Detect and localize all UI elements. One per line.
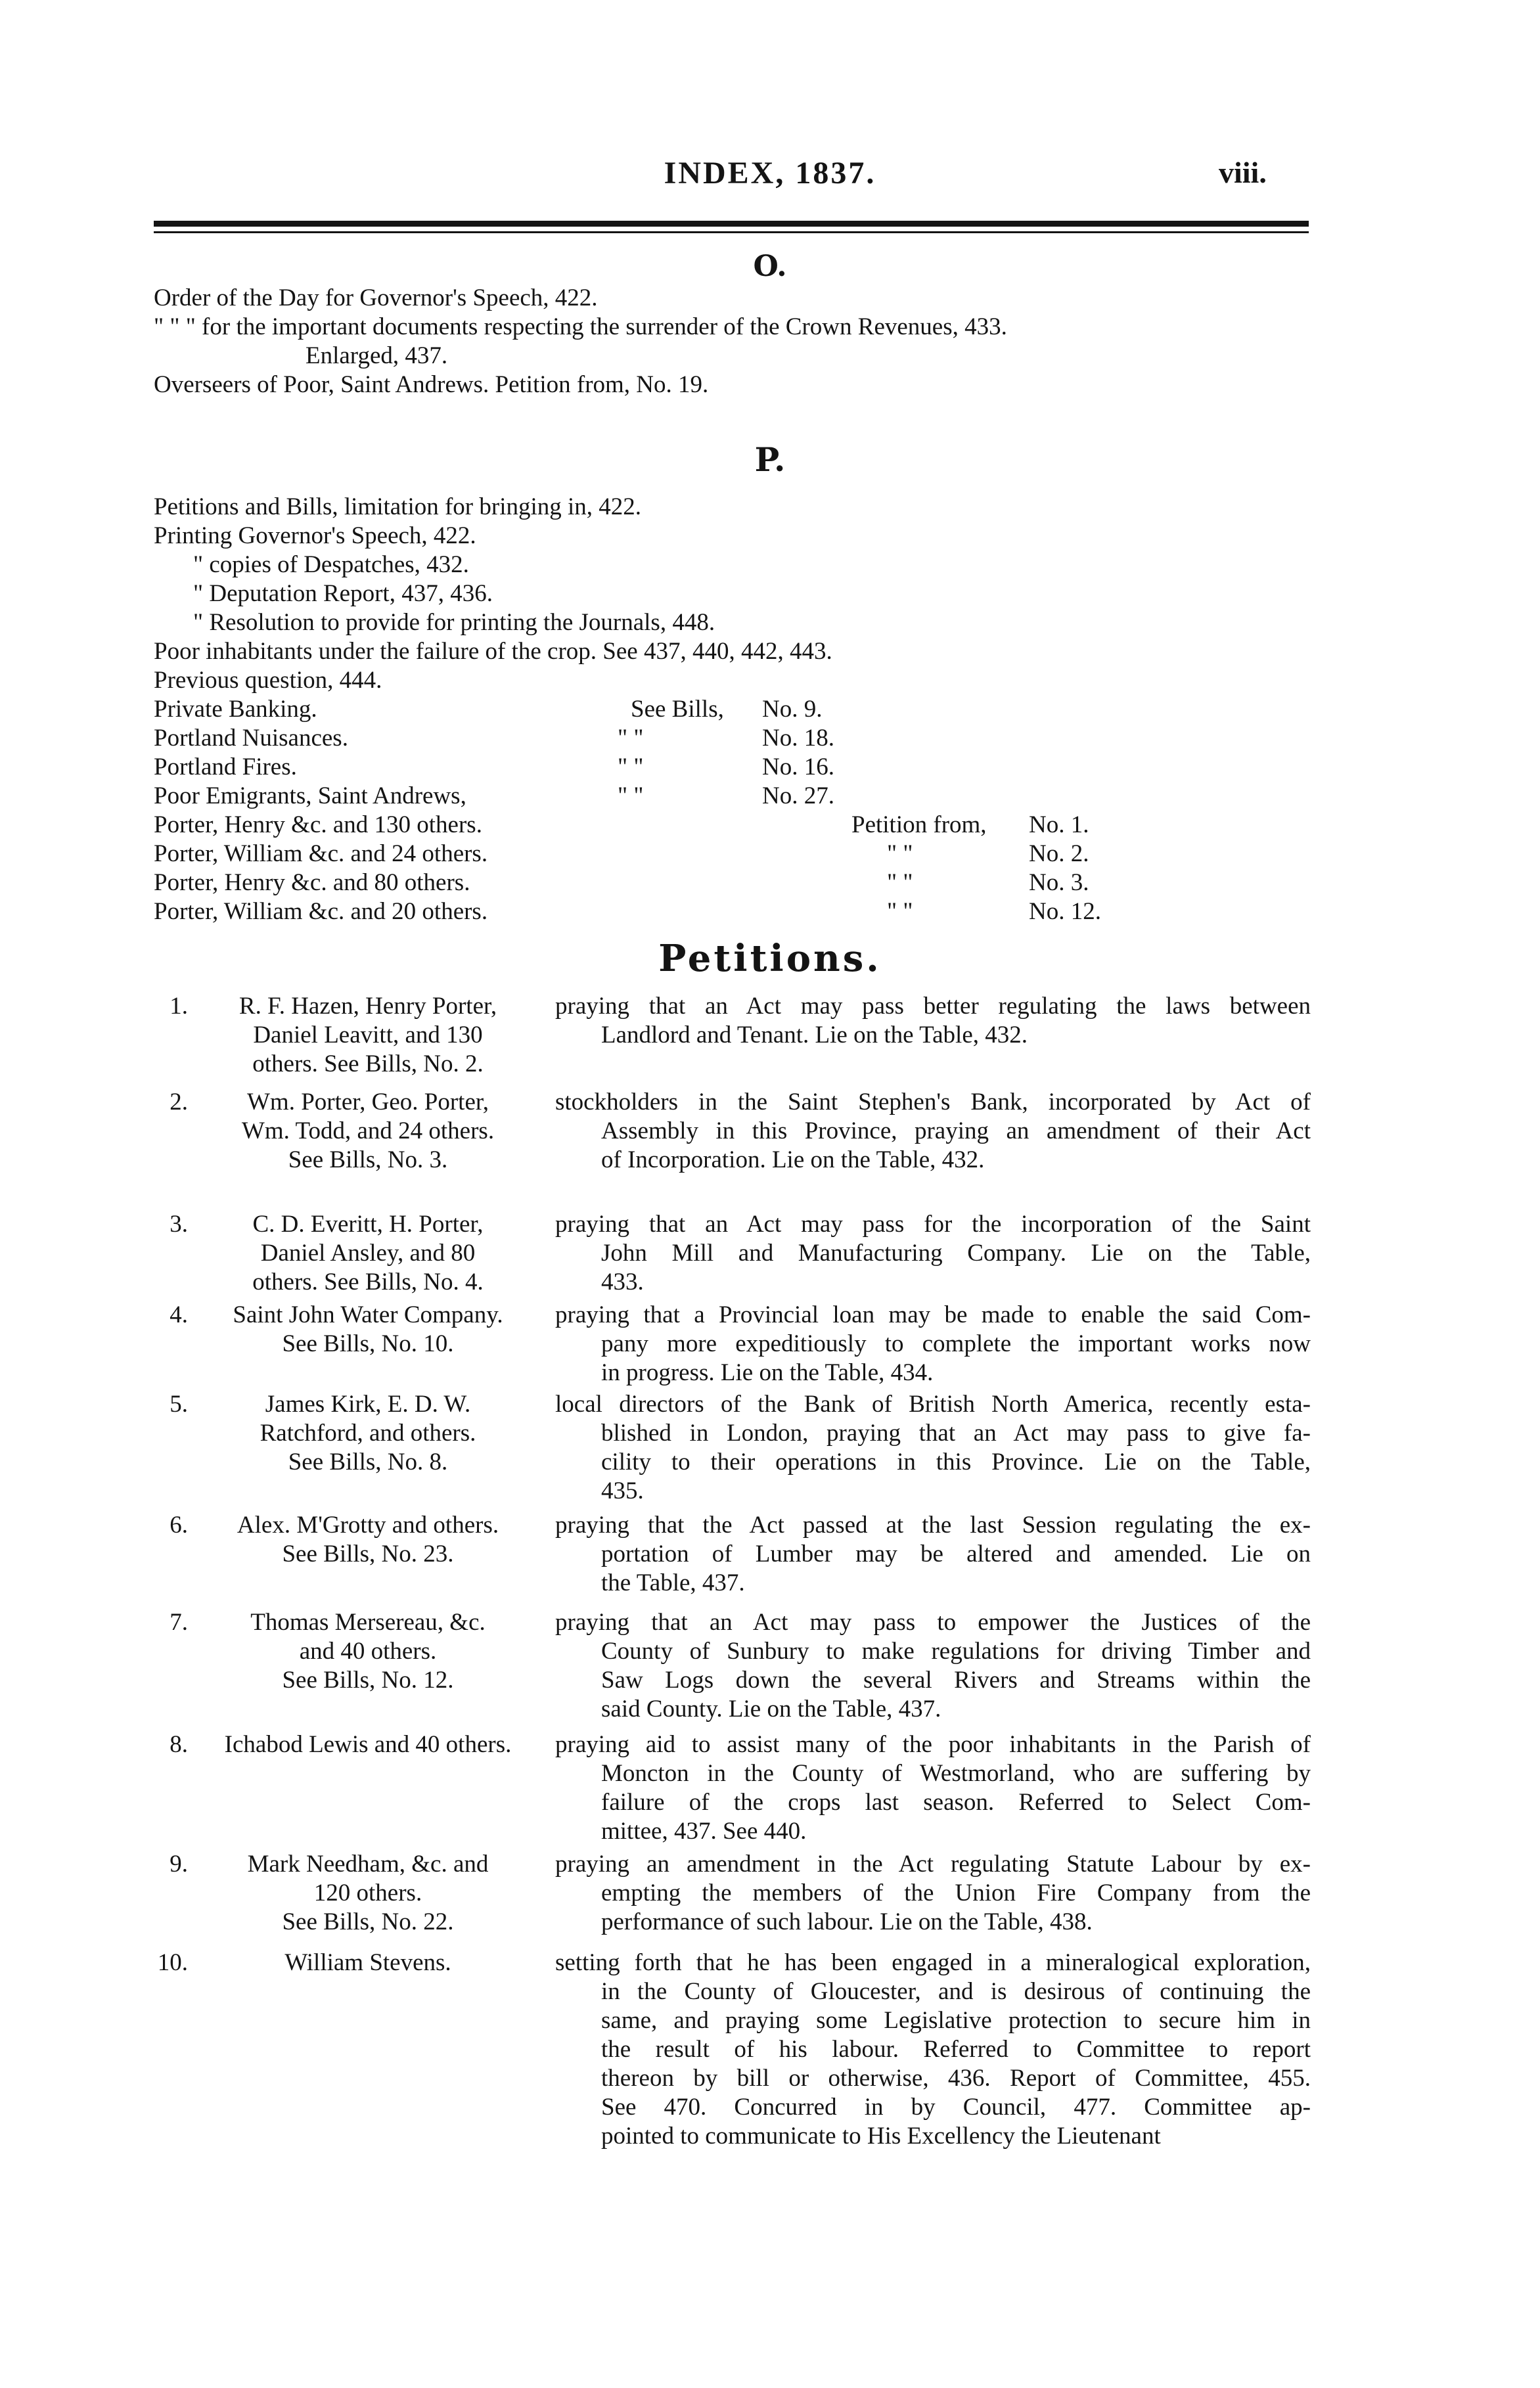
- petition-text-line: praying that an Act may pass for the incorporation of the Saint: [555, 1211, 1311, 1238]
- ref-name: Poor Emigrants, Saint Andrews,: [154, 782, 466, 809]
- petition-text-line: pany more expeditiously to complete the important works now: [601, 1330, 1311, 1357]
- petition-text-line: 435.: [601, 1477, 644, 1504]
- petition-text-line: said County. Lie on the Table, 437.: [601, 1696, 941, 1723]
- petition-description: [555, 1730, 1311, 1846]
- petition-number: 7.: [170, 1609, 188, 1636]
- petitioner-line: See Bills, No. 22.: [282, 1908, 454, 1935]
- petitioner-names: [197, 1608, 539, 1695]
- petition-description: [555, 1210, 1311, 1297]
- petition-text-line: Moncton in the County of Westmorland, who are suffering by: [601, 1760, 1311, 1787]
- petitioner-names: [197, 1850, 539, 1937]
- petitioner-names: [197, 1730, 539, 1759]
- index-entry: Order of the Day for Governor's Speech, 422.: [154, 284, 598, 311]
- petition-number: 2.: [170, 1089, 188, 1115]
- petitioner-line: and 40 others.: [299, 1638, 437, 1665]
- petition-text-line: mittee, 437. See 440.: [601, 1818, 807, 1845]
- petition-number: 8.: [170, 1731, 188, 1758]
- petitioner-line: Thomas Mersereau, &c.: [250, 1609, 486, 1636]
- ref-see: " ": [887, 898, 913, 925]
- petition-text-line: blished in London, praying that an Act may pass to give fa-: [601, 1420, 1311, 1447]
- ref-see: " ": [618, 754, 644, 780]
- petitioner-line: Saint John Water Company.: [233, 1301, 503, 1328]
- index-entry: Petitions and Bills, limitation for bringing in, 422.: [154, 493, 642, 520]
- petition-text-line: praying that an Act may pass better regulating the laws between: [555, 993, 1311, 1020]
- petition-text-line: same, and praying some Legislative protection to secure him in: [601, 2007, 1311, 2034]
- petitioner-names: [197, 1949, 539, 1977]
- petitioner-line: Daniel Leavitt, and 130: [253, 1022, 483, 1048]
- petition-description: [555, 1511, 1311, 1598]
- petition-text-line: the result of his labour. Referred to Committee to report: [601, 2036, 1311, 2063]
- petitioner-line: Mark Needham, &c. and: [247, 1851, 489, 1878]
- index-entry: " copies of Despatches, 432.: [193, 551, 469, 578]
- header-rule-thick: [154, 221, 1309, 227]
- petition-text-line: failure of the crops last season. Referred to Select Com-: [601, 1789, 1311, 1816]
- petition-text-line: the Table, 437.: [601, 1569, 745, 1596]
- petition-description: [555, 1390, 1311, 1506]
- ref-name: Portland Fires.: [154, 754, 297, 780]
- petition-text-line: praying that the Act passed at the last Session regulating the ex-: [555, 1512, 1311, 1539]
- ref-no: No. 18.: [762, 725, 834, 752]
- ref-see: " ": [887, 869, 913, 896]
- ref-see: " ": [618, 725, 644, 752]
- petition-text-line: local directors of the Bank of British North America, recently esta-: [555, 1391, 1311, 1418]
- ref-no: No. 16.: [762, 754, 834, 780]
- page-number: viii.: [1219, 156, 1267, 189]
- petition-text-line: Saw Logs down the several Rivers and Streams within the: [601, 1667, 1311, 1694]
- index-entry: Poor inhabitants under the failure of the crop. See 437, 440, 442, 443.: [154, 638, 832, 665]
- ref-see: " ": [887, 840, 913, 867]
- petitioner-line: William Stevens.: [284, 1949, 451, 1976]
- petition-text-line: empting the members of the Union Fire Company from the: [601, 1880, 1311, 1906]
- ref-no: No. 27.: [762, 782, 834, 809]
- petition-description: [555, 1608, 1311, 1724]
- petition-text-line: praying that an Act may pass to empower the Justices of the: [555, 1609, 1311, 1636]
- ref-no: No. 3.: [1029, 869, 1089, 896]
- petitioner-line: R. F. Hazen, Henry Porter,: [238, 993, 497, 1020]
- header-rule-thin: [154, 231, 1309, 233]
- petition-number: 10.: [157, 1949, 188, 1976]
- petition-text-line: praying aid to assist many of the poor inhabitants in the Parish of: [555, 1731, 1311, 1758]
- index-entry: Printing Governor's Speech, 422.: [154, 522, 476, 549]
- petitioner-line: Ichabod Lewis and 40 others.: [224, 1731, 512, 1758]
- petition-text-line: in the County of Gloucester, and is desirous of continuing the: [601, 1978, 1311, 2005]
- petition-text-line: praying an amendment in the Act regulating Statute Labour by ex-: [555, 1851, 1311, 1878]
- petition-text-line: John Mill and Manufacturing Company. Lie on the Table,: [601, 1240, 1311, 1267]
- ref-see: Petition from,: [851, 811, 987, 838]
- petitions-heading: Petitions.: [658, 937, 882, 980]
- petition-description: [555, 1850, 1311, 1937]
- petition-text-line: stockholders in the Saint Stephen's Bank, incorporated by Act of: [555, 1089, 1311, 1115]
- section-letter-o: O.: [753, 250, 787, 283]
- ref-no: No. 2.: [1029, 840, 1089, 867]
- index-entry: Enlarged, 437.: [306, 342, 448, 369]
- ref-no: No. 12.: [1029, 898, 1101, 925]
- petition-number: 6.: [170, 1512, 188, 1539]
- petition-number: 3.: [170, 1211, 188, 1238]
- petition-description: [555, 992, 1311, 1050]
- petition-number: 4.: [170, 1301, 188, 1328]
- petition-text-line: thereon by bill or otherwise, 436. Report of Committee, 455.: [601, 2065, 1311, 2092]
- petition-text-line: Assembly in this Province, praying an amendment of their Act: [601, 1117, 1311, 1144]
- petition-description: [555, 1301, 1311, 1387]
- petitioner-line: See Bills, No. 23.: [282, 1541, 454, 1567]
- petition-text-line: praying that a Provincial loan may be made to enable the said Com-: [555, 1301, 1311, 1328]
- petitioner-line: See Bills, No. 8.: [288, 1449, 448, 1476]
- petition-text-line: performance of such labour. Lie on the Table, 438.: [601, 1908, 1093, 1935]
- petitioner-line: See Bills, No. 10.: [282, 1330, 454, 1357]
- petition-text-line: of Incorporation. Lie on the Table, 432.: [601, 1146, 985, 1173]
- petitioner-line: others. See Bills, No. 4.: [252, 1269, 484, 1295]
- ref-see: See Bills,: [631, 696, 724, 723]
- petitioner-line: Wm. Todd, and 24 others.: [241, 1117, 495, 1144]
- ref-name: Porter, William &c. and 24 others.: [154, 840, 488, 867]
- index-entry: " Resolution to provide for printing the Journals, 448.: [193, 609, 715, 636]
- index-entry: Previous question, 444.: [154, 667, 382, 694]
- page-header-title: INDEX, 1837.: [664, 156, 876, 191]
- ref-name: Porter, Henry &c. and 80 others.: [154, 869, 470, 896]
- petition-description: [555, 1949, 1311, 2151]
- petitioner-line: James Kirk, E. D. W.: [265, 1391, 471, 1418]
- petitioner-names: [197, 992, 539, 1079]
- petition-text-line: Landlord and Tenant. Lie on the Table, 432.: [601, 1022, 1028, 1048]
- petition-text-line: 433.: [601, 1269, 644, 1295]
- index-entry: Overseers of Poor, Saint Andrews. Petition from, No. 19.: [154, 371, 709, 398]
- petition-number: 1.: [170, 993, 188, 1020]
- petitioner-names: [197, 1390, 539, 1477]
- petition-number: 5.: [170, 1391, 188, 1418]
- ref-name: Porter, William &c. and 20 others.: [154, 898, 488, 925]
- petitioner-line: See Bills, No. 3.: [288, 1146, 448, 1173]
- ref-name: Private Banking.: [154, 696, 317, 723]
- index-entry: " Deputation Report, 437, 436.: [193, 580, 493, 607]
- petitioner-line: C. D. Everitt, H. Porter,: [252, 1211, 484, 1238]
- petition-description: [555, 1088, 1311, 1175]
- petitioner-names: [197, 1210, 539, 1297]
- ref-name: Porter, Henry &c. and 130 others.: [154, 811, 482, 838]
- petitioner-line: others. See Bills, No. 2.: [252, 1050, 484, 1077]
- petition-text-line: pointed to communicate to His Excellency the Lieutenant: [601, 2123, 1161, 2150]
- petition-text-line: County of Sunbury to make regulations for driving Timber and: [601, 1638, 1311, 1665]
- ref-no: No. 9.: [762, 696, 823, 723]
- petitioner-names: [197, 1511, 539, 1569]
- petitioner-line: Alex. M'Grotty and others.: [237, 1512, 499, 1539]
- petition-text-line: in progress. Lie on the Table, 434.: [601, 1359, 934, 1386]
- petitioner-line: Ratchford, and others.: [260, 1420, 476, 1447]
- petition-number: 9.: [170, 1851, 188, 1878]
- petition-text-line: portation of Lumber may be altered and amended. Lie on: [601, 1541, 1311, 1567]
- ref-see: " ": [618, 782, 644, 809]
- petition-text-line: setting forth that he has been engaged in a mineralogical exploration,: [555, 1949, 1311, 1976]
- index-entry: " " " for the important documents respecting the surrender of the Crown Revenues, 433.: [154, 313, 1007, 340]
- petitioner-line: See Bills, No. 12.: [282, 1667, 454, 1694]
- ref-no: No. 1.: [1029, 811, 1089, 838]
- section-letter-p: P.: [754, 440, 786, 479]
- petitioner-names: [197, 1088, 539, 1175]
- ref-name: Portland Nuisances.: [154, 725, 348, 752]
- petitioner-line: Daniel Ansley, and 80: [260, 1240, 476, 1267]
- petition-text-line: See 470. Concurred in by Council, 477. Committee ap-: [601, 2094, 1311, 2121]
- petition-text-line: cility to their operations in this Province. Lie on the Table,: [601, 1449, 1311, 1476]
- petitioner-line: 120 others.: [313, 1880, 422, 1906]
- petitioner-names: [197, 1301, 539, 1359]
- petitioner-line: Wm. Porter, Geo. Porter,: [247, 1089, 489, 1115]
